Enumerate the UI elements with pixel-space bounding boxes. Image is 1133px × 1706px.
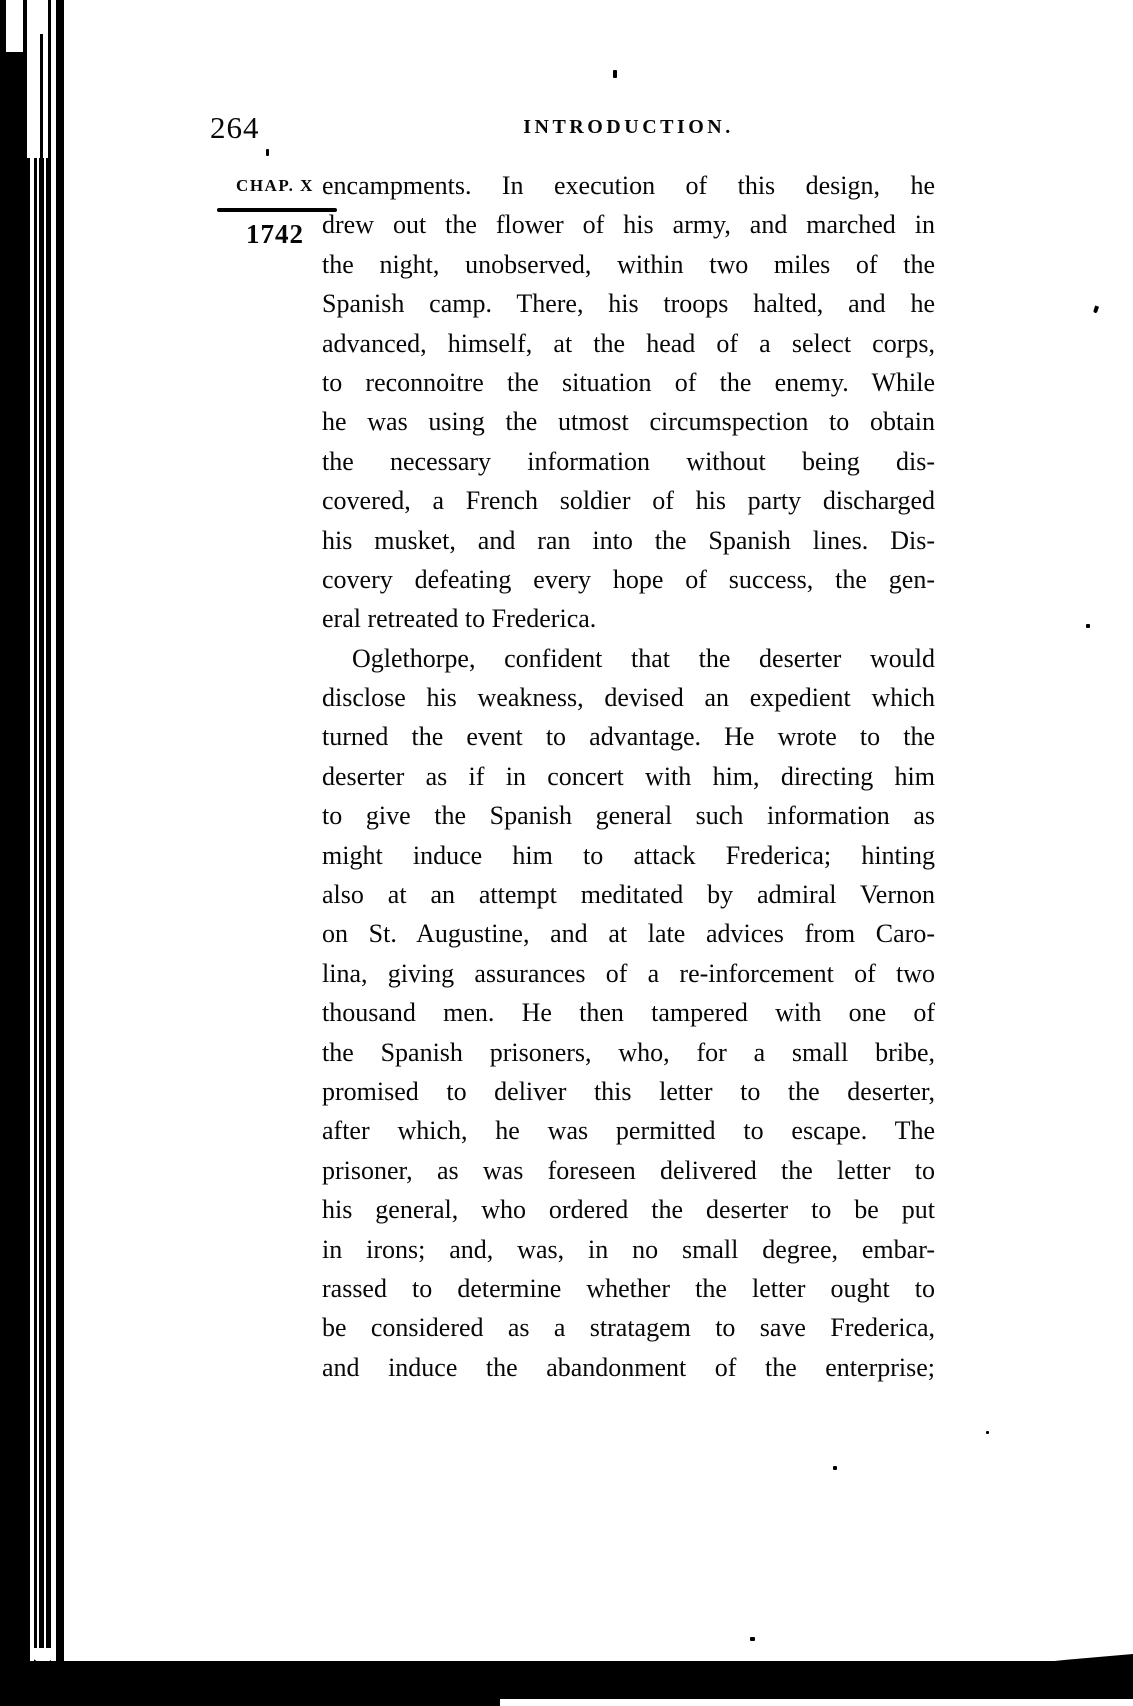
body-text-line: after which, he was permitted to escape. The (322, 1116, 935, 1146)
scan-bottom-border-left (0, 1698, 500, 1706)
body-text-line: to reconnoitre the situation of the enemy. While (322, 367, 935, 397)
scan-speck (266, 149, 269, 156)
body-text-line: disclose his weakness, devised an expedient which (322, 683, 935, 713)
scan-speck (750, 1637, 755, 1641)
body-text-line: the night, unobserved, within two miles of the (322, 249, 935, 279)
binding-shadow-notch (6, 0, 23, 52)
body-text-line: the necessary information without being dis- (322, 446, 935, 476)
body-text-line: he was using the utmost circumspection to obtain (322, 407, 935, 437)
body-text-line: be considered as a stratagem to save Frederica, (322, 1313, 935, 1343)
binding-shadow-gap (27, 0, 48, 158)
body-text-line: Spanish camp. There, his troops halted, and he (322, 289, 935, 319)
page-number: 264 (210, 110, 260, 145)
body-text-line: and induce the abandonment of the enterprise; (322, 1352, 935, 1382)
scan-speck (1086, 624, 1090, 628)
body-text-line: drew out the flower of his army, and marched in (322, 210, 935, 240)
scan-speck (986, 1431, 989, 1434)
body-text-line: deserter as if in concert with him, directing him (322, 761, 935, 791)
body-text-line: his musket, and ran into the Spanish lines. Dis- (322, 525, 935, 555)
binding-shadow (0, 0, 64, 1662)
margin-rule (217, 208, 337, 212)
body-text-line: might induce him to attack Frederica; hinting (322, 840, 935, 870)
scan-speck (1093, 306, 1099, 314)
body-text-line: on St. Augustine, and at late advices from Caro- (322, 919, 935, 949)
body-text-line: rassed to determine whether the letter ought to (322, 1273, 935, 1303)
body-text-line: to give the Spanish general such information as (322, 801, 935, 831)
body-text-line: promised to deliver this letter to the deserter, (322, 1076, 935, 1106)
body-text-line: advanced, himself, at the head of a select corps, (322, 328, 935, 358)
body-text-line: turned the event to advantage. He wrote to the (322, 722, 935, 752)
body-text-line: encampments. In execution of this design, he (322, 171, 935, 200)
scan-bottom-border (0, 1661, 1133, 1699)
body-text-line: his general, who ordered the deserter to be put (322, 1195, 935, 1225)
body-text-line: lina, giving assurances of a re-inforcement of two (322, 958, 935, 988)
body-text (322, 166, 935, 1387)
scan-speck (613, 70, 617, 78)
body-text-line: the Spanish prisoners, who, for a small bribe, (322, 1037, 935, 1067)
body-text-line: covery defeating every hope of success, the gen- (322, 564, 935, 594)
body-text-line: in irons; and, was, in no small degree, embar- (322, 1234, 935, 1264)
body-text-line: Oglethorpe, confident that the deserter would (352, 643, 935, 673)
margin-year-label: 1742 (246, 219, 304, 249)
body-text-line: covered, a French soldier of his party discharged (322, 486, 935, 516)
binding-shadow-line (40, 34, 43, 158)
body-text-line: also at an attempt meditated by admiral Vernon (322, 880, 935, 910)
body-text-line: prisoner, as was foreseen delivered the letter to (322, 1155, 935, 1185)
scan-speck (833, 1466, 837, 1470)
body-text-line: thousand men. He then tampered with one of (322, 998, 935, 1028)
body-text-line: eral retreated to Frederica. (322, 604, 597, 634)
margin-chapter-label: CHAP. X (236, 176, 314, 195)
running-header: INTRODUCTION. (523, 116, 734, 138)
